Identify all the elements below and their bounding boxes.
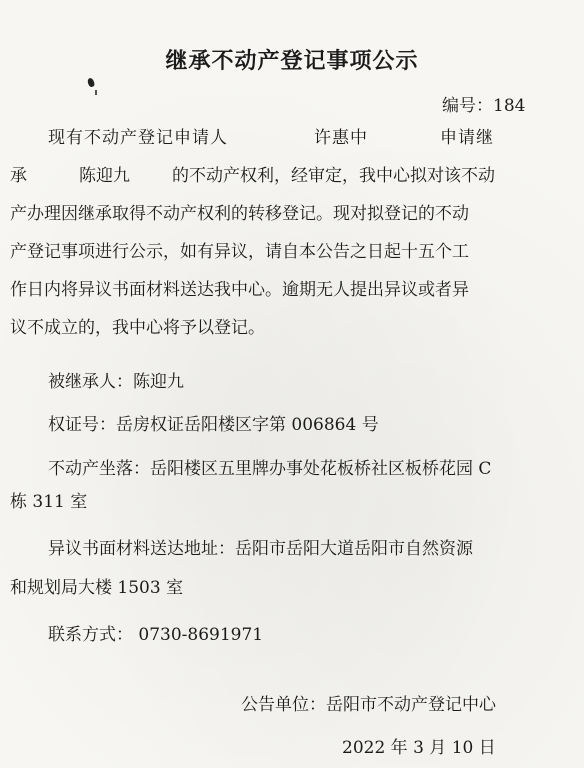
location-field-line-2: 栋 311 室 xyxy=(10,492,88,512)
contact-field: 联系方式： 0730-8691971 xyxy=(48,625,264,645)
decedent-field: 被继承人：陈迎九 xyxy=(48,372,184,392)
applicant-name: 许惠中 xyxy=(314,128,368,148)
body-line-1 xyxy=(48,123,494,148)
body-line-3: 产办理因继承取得不动产权利的转移登记。现对拟登记的不动 xyxy=(10,204,469,224)
body-line-2 xyxy=(10,161,495,186)
body-line-4: 产登记事项进行公示，如有异议，请自本公告之日起十五个工 xyxy=(10,242,469,262)
certificate-field: 权证号：岳房权证岳阳楼区字第 006864 号 xyxy=(48,415,379,435)
location-field-line-1: 不动产坐落：岳阳楼区五里牌办事处花板桥社区板桥花园 C xyxy=(48,459,492,479)
issue-date: 2022 年 3 月 10 日 xyxy=(342,738,496,758)
body-line-2-text: 的不动产权利，经审定，我中心拟对该不动 xyxy=(172,166,495,186)
body-line-2-head: 承 xyxy=(10,166,27,186)
objection-address-line-1: 异议书面材料送达地址：岳阳市岳阳大道岳阳市自然资源 xyxy=(48,539,473,559)
objection-address-line-2: 和规划局大楼 1503 室 xyxy=(10,578,184,598)
ink-blot xyxy=(87,77,96,88)
issuer: 公告单位：岳阳市不动产登记中心 xyxy=(241,695,496,715)
body-line-6: 议不成立的，我中心将予以登记。 xyxy=(10,318,265,338)
ink-mark xyxy=(95,90,97,95)
body-line-5: 作日内将异议书面材料送达我中心。逾期无人提出异议或者异 xyxy=(10,280,469,300)
serial-number: 编号：184 xyxy=(442,96,526,116)
body-line-1-tail: 申请继 xyxy=(440,128,494,148)
decedent-name-inline: 陈迎九 xyxy=(79,166,130,186)
document-title: 继承不动产登记事项公示 xyxy=(165,49,419,74)
body-line-1-text: 现有不动产登记申请人 xyxy=(48,128,228,148)
